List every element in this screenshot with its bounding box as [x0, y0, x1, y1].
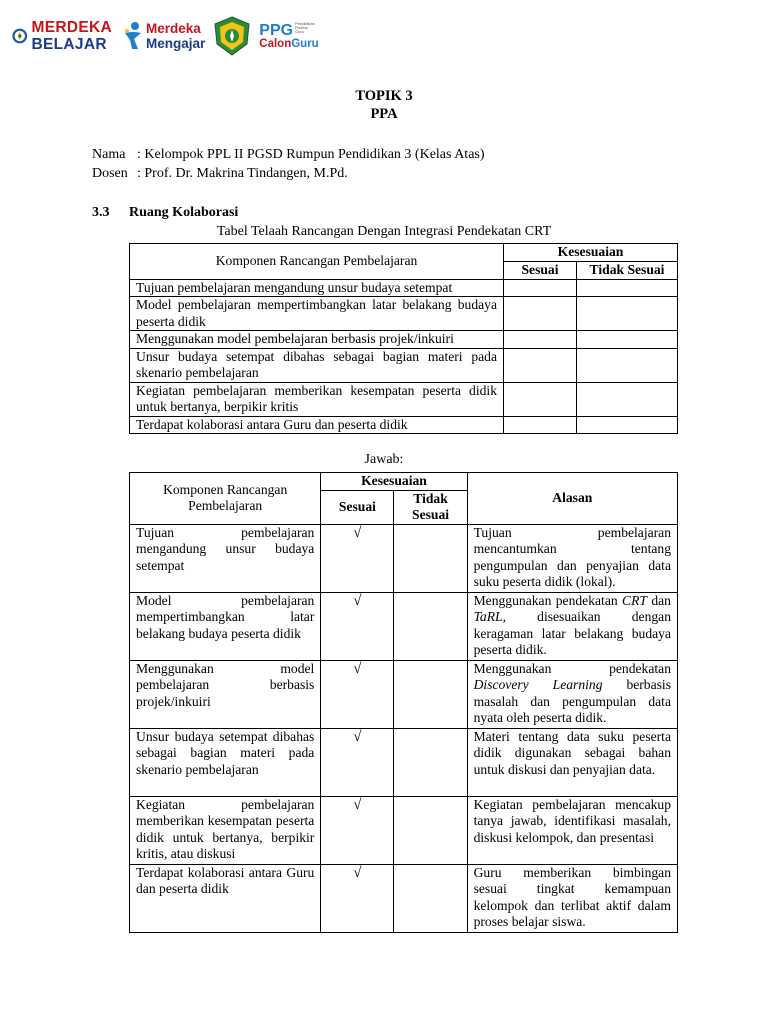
header-sesuai: Sesuai: [321, 490, 394, 524]
header-kesesuaian: Kesesuaian: [321, 473, 467, 491]
component-cell: Unsur budaya setempat dibahas sebagai bagian materi pada skenario pembelajaran: [130, 348, 504, 382]
header-sesuai: Sesuai: [504, 262, 577, 280]
guru-text: Guru: [291, 38, 319, 50]
nama-label: Nama: [92, 147, 126, 162]
table-row: [130, 279, 678, 297]
component-cell: Kegiatan pembelajaran memberikan kesempatan peserta didik untuk bertanya, berpikir kritis: [130, 382, 504, 416]
table-row: [130, 592, 678, 660]
section-number: 3.3: [92, 205, 110, 220]
component-cell: Terdapat kolaborasi antara Guru dan peserta didik: [130, 416, 504, 434]
alasan-cell: [467, 728, 677, 796]
topic-subtitle: PPA: [370, 106, 398, 122]
component-cell: Tujuan pembelajaran mengandung unsur budaya setempat: [130, 279, 504, 297]
dosen-value: : Prof. Dr. Makrina Tindangen, M.Pd.: [137, 166, 348, 181]
table-row: [130, 416, 678, 434]
check-mark: √: [321, 796, 394, 864]
review-table: [129, 243, 678, 434]
alasan-text: Guru memberikan bimbingan sesuai tingkat kemampuan kelompok dan terlibat aktif dalam proses belajar siswa.: [473, 864, 671, 929]
tidak-sesuai-cell: [394, 728, 467, 796]
alasan-cell: [467, 864, 677, 932]
tidak-sesuai-cell[interactable]: [577, 331, 678, 349]
tidak-sesuai-cell: [394, 796, 467, 864]
italic-term: Discovery Learning: [473, 677, 603, 692]
nama-value: : Kelompok PPL II PGSD Rumpun Pendidikan 3 (Kelas Atas): [137, 147, 485, 162]
table-row: [130, 524, 678, 592]
header-logos: [12, 14, 319, 58]
alasan-cell: [467, 660, 677, 728]
person-icon: [122, 21, 144, 51]
header-tidak-sesuai: Tidak Sesuai: [394, 490, 467, 524]
answer-caption: Jawab:: [364, 452, 404, 467]
section-title: Ruang Kolaborasi: [129, 205, 239, 220]
component-cell: Model pembelajaran mempertimbangkan latar belakang budaya peserta didik: [130, 592, 321, 660]
component-cell: Terdapat kolaborasi antara Guru dan peserta didik: [130, 864, 321, 932]
topic-title: TOPIK 3: [355, 88, 413, 104]
alasan-text: berbasis masalah dan pengumpulan data nyata oleh peserta didik.: [473, 677, 671, 725]
component-cell: Menggunakan model pembelajaran berbasis projek/inkuiri: [130, 331, 504, 349]
check-mark: √: [321, 728, 394, 796]
alasan-text: dan: [646, 592, 671, 608]
alasan-cell: [467, 592, 677, 660]
kemenag-emblem: [213, 16, 251, 56]
header-alasan: Alasan: [467, 473, 677, 525]
component-cell: Kegiatan pembelajaran memberikan kesempatan peserta didik untuk bertanya, berpikir kritis, atau diskusi: [130, 796, 321, 864]
component-cell: Model pembelajaran mempertimbangkan latar belakang budaya peserta didik: [130, 297, 504, 331]
alasan-text: Kegiatan pembelajaran mencakup tanya jawab, identifikasi masalah, diskusi kelompok, dan presentasi: [473, 796, 671, 845]
tidak-sesuai-cell[interactable]: [577, 416, 678, 434]
merdeka-text: Merdeka: [146, 21, 201, 36]
header-kesesuaian: Kesesuaian: [504, 244, 678, 262]
table-row: [130, 331, 678, 349]
check-mark: √: [321, 864, 394, 932]
table-row: [130, 297, 678, 331]
italic-term: TaRL: [473, 609, 503, 624]
table-row: [130, 382, 678, 416]
table-row: [130, 864, 678, 932]
tidak-sesuai-cell[interactable]: [577, 348, 678, 382]
ppg-text: PPG: [259, 22, 294, 39]
sesuai-cell[interactable]: [504, 348, 577, 382]
component-cell: Tujuan pembelajaran mengandung unsur budaya setempat: [130, 524, 321, 592]
header-komponen: Komponen Rancangan Pembelajaran: [130, 244, 504, 280]
alasan-text: Tujuan pembelajaran mencantumkan tentang pengumpulan dan penyajian data suku peserta didik (lokal).: [473, 524, 671, 589]
calon-text: Calon: [259, 38, 292, 50]
section-heading: [92, 205, 238, 221]
alasan-text: , disesuaikan dengan keragaman latar belakang budaya peserta didik.: [473, 609, 671, 657]
kemenag-logo: [213, 16, 251, 56]
check-mark: √: [321, 592, 394, 660]
merdeka-mengajar-logo: [122, 21, 205, 51]
check-mark: √: [321, 660, 394, 728]
table1-caption: Tabel Telaah Rancangan Dengan Integrasi Pendekatan CRT: [216, 224, 552, 239]
tidak-sesuai-cell: [394, 524, 467, 592]
alasan-cell: [467, 524, 677, 592]
alasan-text: Materi tentang data suku peserta didik digunakan sebagai bahan untuk diskusi dan penyajian data.: [473, 728, 671, 777]
alasan-text: Menggunakan pendekatan: [473, 592, 623, 608]
tidak-sesuai-cell[interactable]: [577, 279, 678, 297]
merdeka-text: MERDEKA: [31, 19, 112, 36]
sesuai-cell[interactable]: [504, 297, 577, 331]
component-cell: Unsur budaya setempat dibahas sebagai bagian materi pada skenario pembelajaran: [130, 728, 321, 796]
dosen-row: [92, 166, 348, 182]
sesuai-cell[interactable]: [504, 382, 577, 416]
header-komponen: Komponen Rancangan Pembelajaran: [130, 473, 321, 525]
tidak-sesuai-cell: [394, 660, 467, 728]
ppg-calon-guru-logo: [259, 22, 318, 50]
dosen-label: Dosen: [92, 166, 128, 181]
nama-row: [92, 147, 485, 163]
tidak-sesuai-cell[interactable]: [577, 297, 678, 331]
tidak-sesuai-cell: [394, 592, 467, 660]
alasan-text: Menggunakan pendekatan: [473, 660, 671, 676]
tidak-sesuai-cell[interactable]: [577, 382, 678, 416]
table-row: [130, 728, 678, 796]
check-mark: √: [321, 524, 394, 592]
merdeka-belajar-logo: [12, 15, 112, 57]
table-row: [130, 660, 678, 728]
italic-term: CRT: [622, 592, 647, 608]
header-tidak-sesuai: Tidak Sesuai: [577, 262, 678, 280]
belajar-text: BELAJAR: [31, 36, 107, 53]
sesuai-cell[interactable]: [504, 279, 577, 297]
table-row: [130, 796, 678, 864]
component-cell: Menggunakan model pembelajaran berbasis projek/inkuiri: [130, 660, 321, 728]
sesuai-cell[interactable]: [504, 416, 577, 434]
mengajar-text: Mengajar: [146, 36, 206, 51]
ppg-subtitle: Pendidikan Profesi Guru: [295, 21, 315, 34]
table-row: [130, 348, 678, 382]
tidak-sesuai-cell: [394, 864, 467, 932]
sesuai-cell[interactable]: [504, 331, 577, 349]
tut-wuri-handayani-emblem: [12, 15, 28, 57]
alasan-cell: [467, 796, 677, 864]
answer-table: [129, 472, 678, 933]
